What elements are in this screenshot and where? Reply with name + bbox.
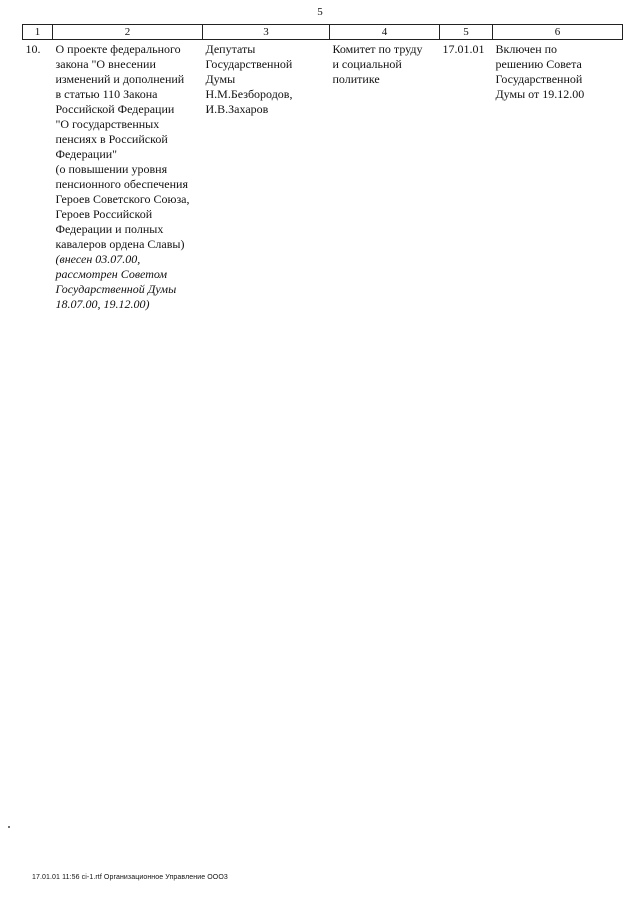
bill-title-line: пенсиях в Российской bbox=[55, 132, 168, 146]
initiators-line: Думы bbox=[205, 72, 236, 86]
decision-line: решению Совета bbox=[495, 57, 582, 71]
column-header-3: 3 bbox=[203, 25, 330, 40]
bill-title-line: Федерации и полных bbox=[55, 222, 164, 236]
header-row bbox=[23, 25, 623, 40]
column-header-6: 6 bbox=[493, 25, 623, 40]
bill-title-line: изменений и дополнений bbox=[55, 72, 185, 86]
bill-title-cell bbox=[53, 40, 203, 313]
committee-cell bbox=[330, 40, 440, 313]
bill-title-line: пенсионного обеспечения bbox=[55, 177, 188, 191]
column-header-1: 1 bbox=[23, 25, 53, 40]
bill-title-line: кавалеров ордена Славы) bbox=[55, 237, 185, 251]
committee-line: Комитет по труду bbox=[332, 42, 423, 56]
bill-status-line: Государственной Думы bbox=[55, 282, 177, 296]
bill-title-line: Героев Советского Союза, bbox=[55, 192, 190, 206]
row-number: 10. bbox=[25, 42, 41, 56]
committee-line: политике bbox=[332, 72, 380, 86]
column-header-5: 5 bbox=[440, 25, 493, 40]
bill-status-line: (внесен 03.07.00, bbox=[55, 252, 141, 266]
bill-title-line: Героев Российской bbox=[55, 207, 153, 221]
bill-status-line: 18.07.00, 19.12.00) bbox=[55, 297, 150, 311]
bill-title-line: О проекте федерального bbox=[55, 42, 181, 56]
bill-title-line: в статью 110 Закона bbox=[55, 87, 158, 101]
bill-title-line: Российской Федерации bbox=[55, 102, 175, 116]
decision-line: Думы от 19.12.00 bbox=[495, 87, 585, 101]
table-row bbox=[23, 40, 623, 313]
column-header-2: 2 bbox=[53, 25, 203, 40]
decision-line: Государственной bbox=[495, 72, 583, 86]
initiators-line: И.В.Захаров bbox=[205, 102, 269, 116]
date-cell: 17.01.01 bbox=[442, 42, 485, 56]
page-number: 5 bbox=[317, 6, 323, 18]
bills-table bbox=[22, 24, 623, 312]
bill-title-line: Федерации" bbox=[55, 147, 118, 161]
column-header-4: 4 bbox=[330, 25, 440, 40]
bill-title-line: (о повышении уровня bbox=[55, 162, 168, 176]
scan-speck bbox=[8, 826, 10, 828]
bill-status-line: рассмотрен Советом bbox=[55, 267, 168, 281]
page-footer: 17.01.01 11:56 ci-1.rtf Организационное Управление ООО3 bbox=[32, 874, 228, 881]
initiators-line: Депутаты bbox=[205, 42, 256, 56]
decision-cell bbox=[493, 40, 623, 313]
initiators-line: Н.М.Безбородов, bbox=[205, 87, 293, 101]
committee-line: и социальной bbox=[332, 57, 402, 71]
decision-line: Включен по bbox=[495, 42, 558, 56]
initiators-line: Государственной bbox=[205, 57, 293, 71]
initiators-cell bbox=[203, 40, 330, 313]
bill-title-line: закона "О внесении bbox=[55, 57, 156, 71]
bill-title-line: "О государственных bbox=[55, 117, 160, 131]
